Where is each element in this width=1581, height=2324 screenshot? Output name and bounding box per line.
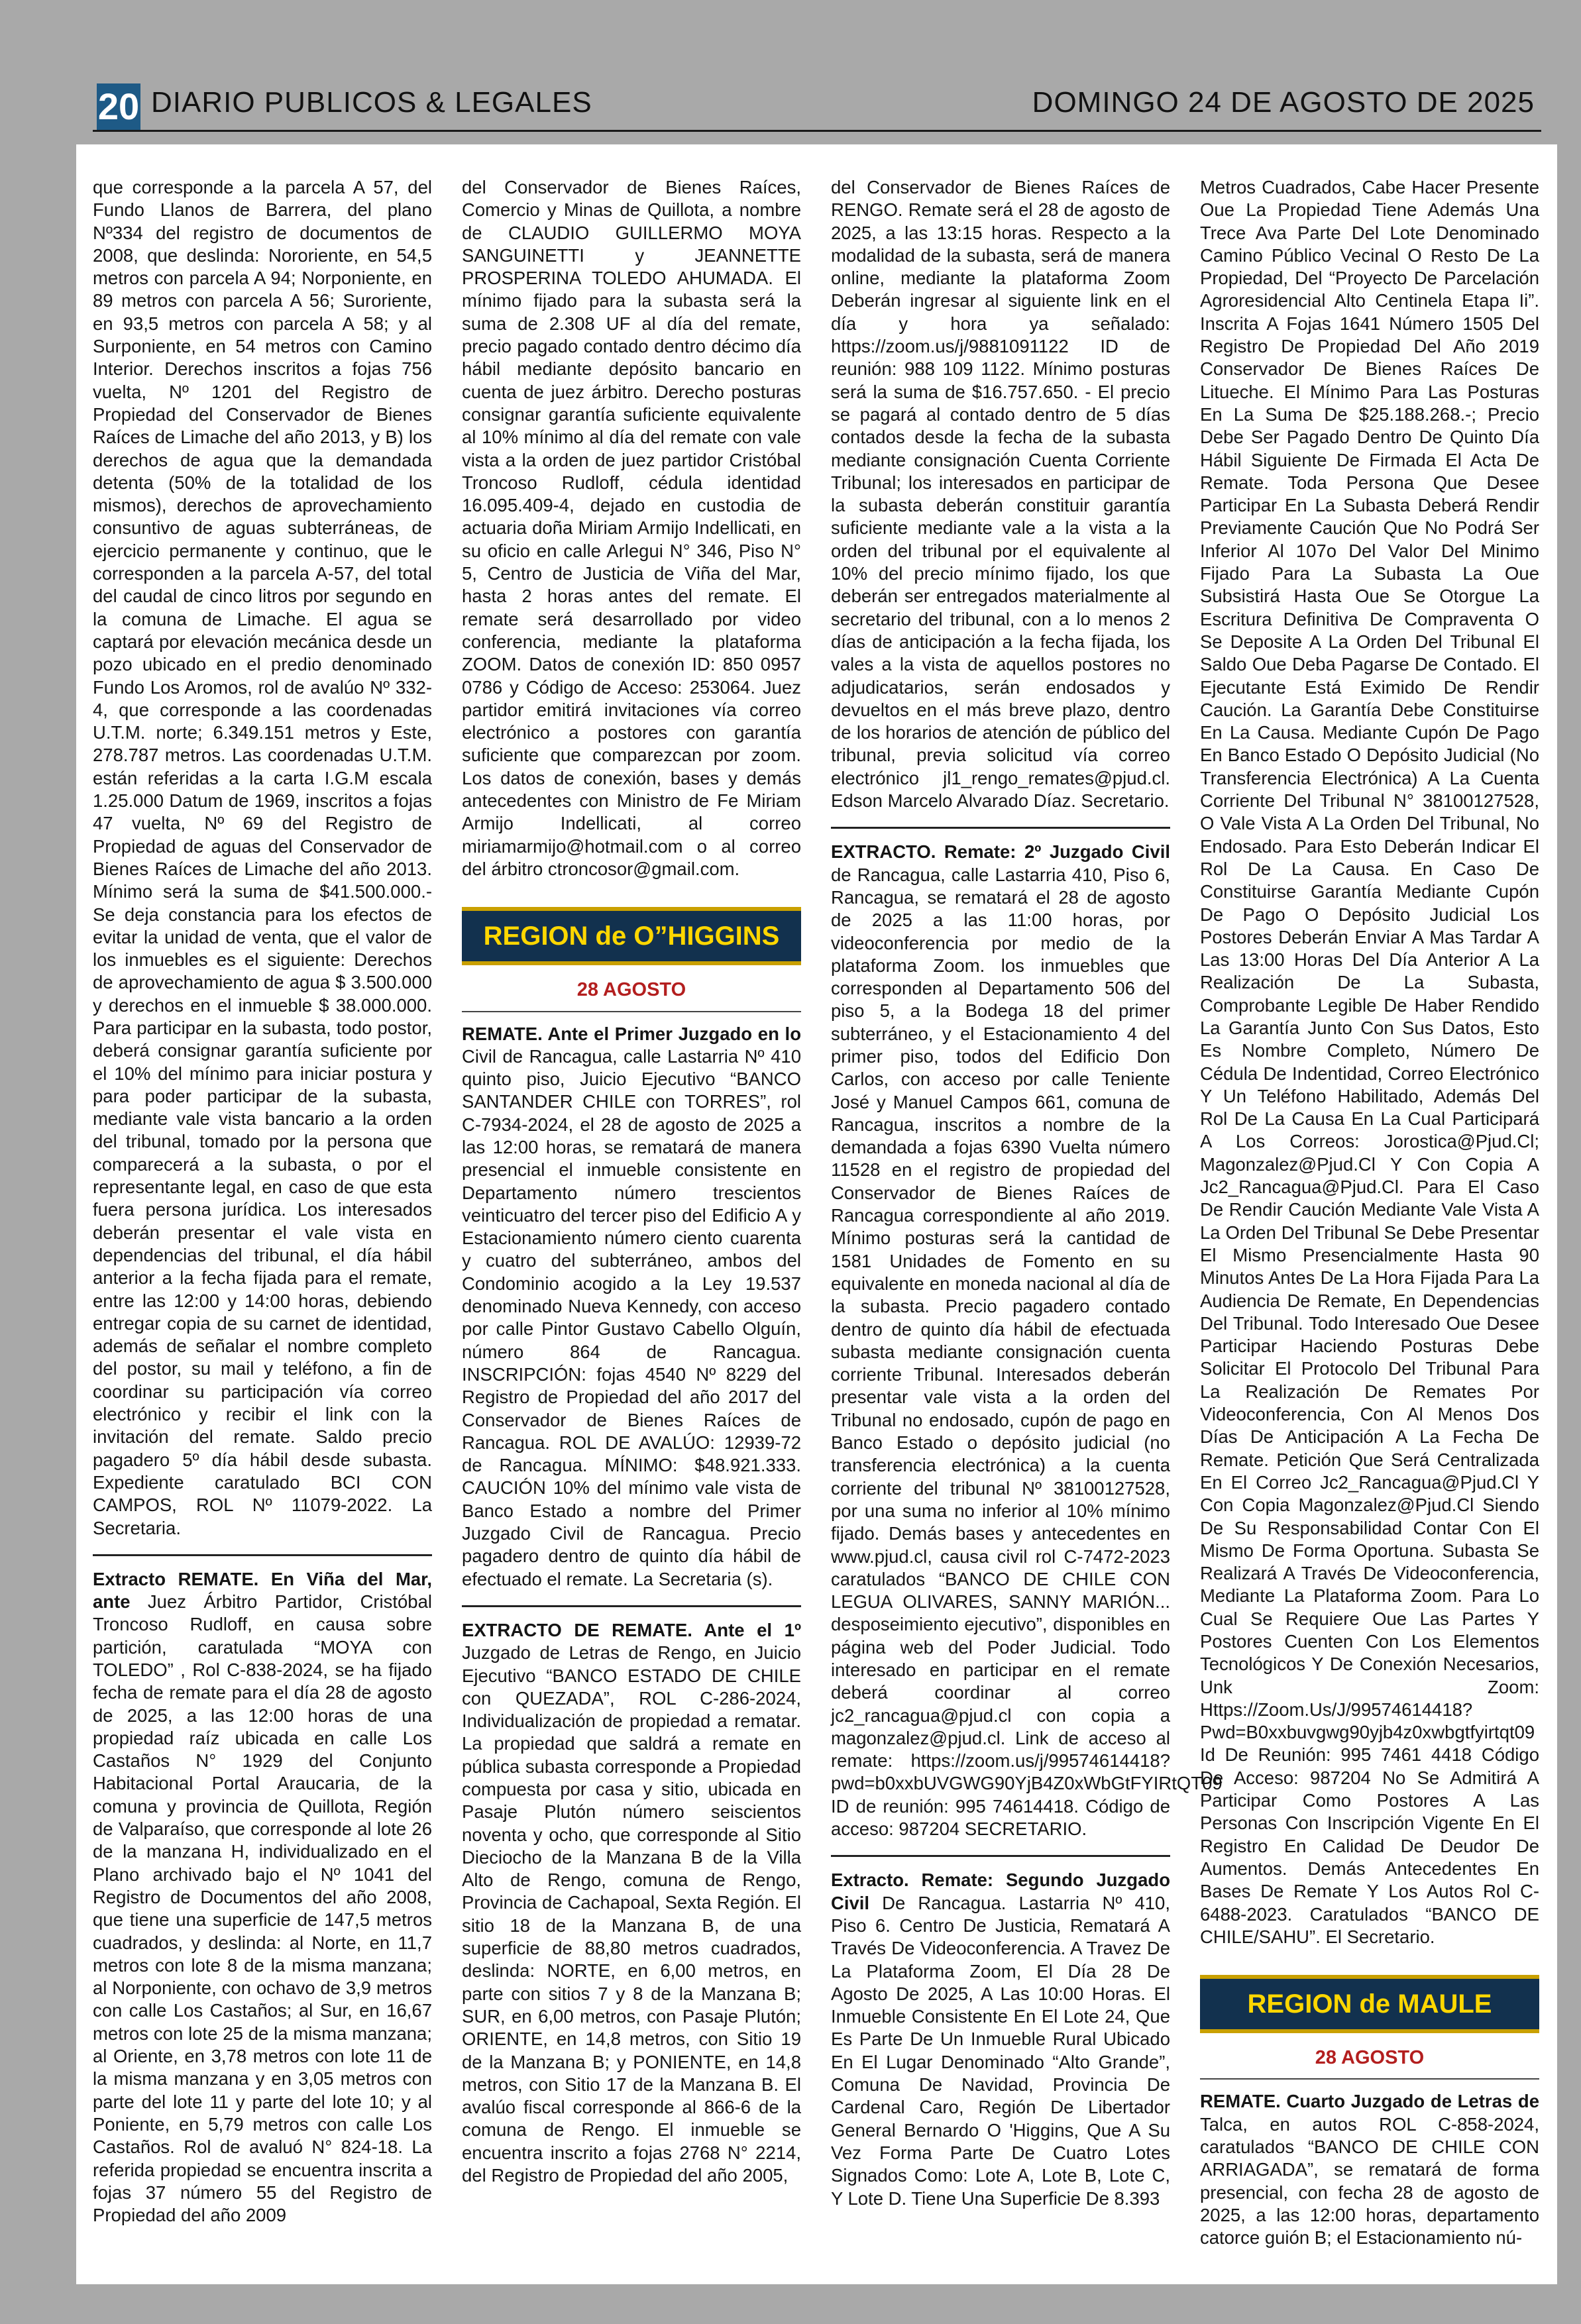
- notice-separator: [93, 1554, 432, 1556]
- region-banner-maule: REGION de MAULE: [1200, 1975, 1539, 2033]
- date-rule: [462, 1011, 801, 1012]
- section-date: 28 AGOSTO: [1315, 2047, 1425, 2069]
- notice: [831, 1869, 1170, 2209]
- region-banner-ohiggins: REGION de O”HIGGINS: [462, 907, 801, 965]
- page-header: [0, 0, 1581, 144]
- notice: [462, 1023, 801, 1591]
- publication-date: DOMINGO 24 DE AGOSTO DE 2025: [1032, 86, 1535, 119]
- notice-text: De Rancagua. Lastarria Nº 410, Piso 6. Centro De Justicia, Rematará A Través De Videoconferencia. A Travez De La Plataforma Zoom, El Día 28 De Agosto De 2025, A Las 10:00 Horas. El Inmueble Consistente En El Lote 24, Que Es Parte De Un Inmueble Rural Ubicado En El Lugar Denominado “Alto Grande”, Comuna De Navidad, Provincia De Cardenal Caro, Región De Libertador General Bernardo O 'Higgins, Que A Su Vez Forma Parte De Cuatro Lotes Signados Como: Lote A, Lote B, Lote C, Y Lote D. Tiene Una Superficie De 8.393: [831, 1892, 1170, 2209]
- page-number: 20: [97, 83, 140, 130]
- notice-separator: [831, 1855, 1170, 1857]
- notice-text: del Conservador de Bienes Raíces, Comercio y Minas de Quillota, a nombre de CLAUDIO GUILLERMO MOYA SANGUINETTI y JEANNETTE PROSPERINA TOLEDO AHUMADA. El mínimo fijado para la subasta será la suma de 2.308 UF al día del remate, precio pagado contado dentro décimo día hábil mediante depósito bancario en cuenta de juez árbitro. Derecho posturas consignar garantía suficiente equivalente al 10% mínimo al día del remate con vale vista a la orden de juez partidor Cristóbal Troncoso Rudloff, cédula identidad 16.095.409-4, dejado en custodia de actuaria doña Miriam Armijo Indellicati, en su oficio en calle Arlegui N° 346, Piso N° 5, Centro de Justicia de Viña del Mar, hasta 2 horas antes del remate. El remate será desarrollado por video conferencia, mediante la plataforma ZOOM. Datos de conexión ID: 850 0957 0786 y Código de Acceso: 253064. Juez partidor emitirá invitaciones vía correo electrónico a postores con garantía suficiente que comparezcan por zoom. Los datos de conexión, bases y demás antecedentes con Ministro de Fe Miriam Armijo Indellicati, al correo miriamarmijo@hotmail.com o al correo del árbitro ctroncosor@gmail.com.: [462, 177, 801, 879]
- notice-text: Metros Cuadrados, Cabe Hacer Presente Oue La Propiedad Tiene Además Una Trece Ava Parte Del Lote Denominado Camino Público Vecinal O Resto De La Propiedad, Del “Proyecto De Parcelación Agroresidencial Alto Centinela Etapa Ii”. Inscrita A Fojas 1641 Número 1505 Del Registro De Propiedad Del Año 2019 Conservador De Bienes Raíces De Litueche. El Mínimo Para Las Posturas En La Suma De $25.188.268.-; Precio Debe Ser Pagado Dentro De Quinto Día Hábil Siguiente De Firmada El Acta De Remate. Toda Persona Que Desee Participar En La Subasta Deberá Rendir Previamente Caución Que No Podrá Ser Inferior Al 107o Del Valor Del Minimo Fijado Para La Subasta La Oue Subsistirá Hasta Oue Se Otorgue La Escritura Definitiva De Compraventa O Se Deposite A La Orden Del Tribunal El Saldo Oue Deba Pagarse De Contado. El Ejecutante Está Eximido De Rendir Caución. La Garantía Debe Constituirse En La Causa. Mediante Cupón De Pago En Banco Estado O Depósito Judicial (No Transferencia Electrónica) A La Cuenta Corriente Del Tribunal N° 38100127528, O Vale Vista A La Orden Del Tribunal, No Endosado. Para Esto Deberán Indicar El Rol De La Causa. En Caso De Constituirse Garantía Mediante Cupón De Pago O Depósito Judicial Los Postores Deberán Enviar A Mas Tardar A Las 13:00 Horas Del Día Anterior A La Realización De La Subasta, Comprobante Legible De Haber Rendido La Garantía Junto Con Sus Datos, Esto Es Nombre Completo, Número De Cédula De Indentidad, Correo Electrónico Y Un Teléfono Habilitado, Además Del Rol De La Causa En La Cual Participará A Los Correos: Jorostica@Pjud.Cl; Magonzalez@Pjud.Cl Y Con Copia A Jc2_Rancagua@Pjud.Cl. Para El Caso De Rendir Caución Mediante Vale Vista A La Orden Del Tribunal Se Debe Presentar El Mismo Presencialmente Hasta 90 Minutos Antes De La Hora Fijada Para La Audiencia De Remate, En Dependencias Del Tribunal. Todo Interesado Oue Desee Participar Haciendo Posturas Debe Solicitar El Protocolo Del Tribunal Para La Realización De Remates Por Videoconferencia, Con Al Menos Dos Días De Anticipación A La Fecha De Remate. Petición Que Será Centralizada En El Correo Jc2_Rancagua@Pjud.Cl Y Con Copia Magonzalez@Pjud.Cl Siendo De Su Responsabilidad Contar Con El Mismo De Forma Oportuna. Subasta Se Realizará A Través De Videoconferencia, Mediante La Plataforma Zoom. Para Lo Cual Se Requiere Oue Las Partes Y Postores Cuenten Con Los Elementos Tecnológicos Y De Conexión Necesarios, Unk Zoom: Https://Zoom.Us/J/99574614418?Pwd=B0xxbuvgwg90yjb4z0xwbgtfyirtqt09 Id De Reunión: 995 7461 4418 Código De Acceso: 987204 No Se Admitirá A Participar Como Postores A Las Personas Con Inscripción Vigente En El Registro En Calidad De Deudor De Aumentos. Demás Antecedentes En Bases De Remate Y Los Autos Rol C-6488-2023. Caratulados “BANCO DE CHILE/SAHU”. El Secretario.: [1200, 177, 1539, 1947]
- notice-heading: Extracto. Remate: Segundo Juzgado Civil: [831, 1870, 1170, 1913]
- notice-separator: [831, 827, 1170, 829]
- date-rule: [1200, 2078, 1539, 2080]
- notice-text: Juzgado de Letras de Rengo, en Juicio Ejecutivo “BANCO ESTADO DE CHILE con QUEZADA”, ROL C-286-2024, Individualización de propiedad a rematar. La propiedad que saldrá a remate en pública subasta corresponde a Propiedad compuesta por casa y sitio, ubicada en Pasaje Plutón número seiscientos noventa y ocho, que corresponde al Sitio Dieciocho de la Manzana B de la Villa Alto de Rengo, comuna de Rengo, Provincia de Cachapoal, Sexta Región. El sitio 18 de la Manzana B, de una superficie de 88,80 metros cuadrados, deslinda: NORTE, en 6,00 metros, en parte con sitios 7 y 8 de la Manzana B; SUR, en 6,00 metros, con Pasaje Plutón; ORIENTE, en 14,8 metros, con Sitio 19 de la Manzana B; y PONIENTE, en 14,8 metros, con Sitio 17 de la Manzana B. El avalúo fiscal corresponde al 866-6 de la comuna de Rengo. El inmueble se encuentra inscrito a fojas 2768 N° 2214, del Registro de Propiedad del año 2005,: [462, 1642, 801, 2186]
- notice: [93, 1568, 432, 2227]
- notice-text: Civil de Rancagua, calle Lastarria Nº 410 quinto piso, Juicio Ejecutivo “BANCO SANTANDER CHILE con TORRES”, rol C-7934-2024, el 28 de agosto de 2025 a las 12:00 horas, se rematará de manera presencial el inmueble consistente en Departamento número trescientos veinticuatro del tercer piso del Edificio A y Estacionamiento número ciento cuarenta y cuatro del subterráneo, ambos del Condominio acogido a la Ley 19.537 denominado Nueva Kennedy, con acceso por calle Pintor Gustavo Cabello Olguín, número 864 de Rancagua. INSCRIPCIÓN: fojas 4540 Nº 8229 del Registro de Propiedad del año 2017 del Conservador de Bienes Raíces de Rancagua. ROL DE AVALÚO: 12939-72 de Rancagua. MÍNIMO: $48.921.333. CAUCIÓN 10% del mínimo vale vista de Banco Estado a nombre del Primer Juzgado Civil de Rancagua. Precio pagadero dentro de quinto día hábil de efectuado el remate. La Secretaria (s).: [462, 1045, 801, 1589]
- notice-text: Juez Árbitro Partidor, Cristóbal Troncoso Rudloff, en causa sobre partición, caratulada “MOYA con TOLEDO” , Rol C-838-2024, se ha fijado fecha de remate para el día 28 de agosto de 2025, a las 12:00 horas de una propiedad raíz ubicada en calle Los Castaños N° 1929 del Conjunto Habitacional Portal Araucaria, de la comuna y provincia de Quillota, Región de Valparaíso, que corresponde al lote 26 de la manzana H, individualizado en el Plano archivado bajo el Nº 1041 del Registro de Documentos del año 2008, que tiene una superficie de 147,5 metros cuadrados, y deslinda: al Norte, en 11,7 metros con lote 8 de la misma manzana; al Norponiente, con ochavo de 3,9 metros con calle Los Castaños; al Sur, en 16,67 metros con lote 25 de la misma manzana; al Oriente, en 3,78 metros con lote 11 de la misma manzana y en 3,05 metros con parte del lote 11 y parte del lote 10; y al Poniente, en 5,79 metros con calle Los Castaños. Rol de avaluó N° 824-18. La referida propiedad se encuentra inscrita a fojas 37 número 55 del Registro de Propiedad del año 2009: [93, 1591, 432, 2226]
- column-1: [93, 176, 432, 2243]
- section-date: 28 AGOSTO: [576, 979, 686, 1001]
- notice-separator: [462, 1605, 801, 1607]
- header-rule: [93, 130, 1541, 132]
- notice-heading: REMATE. Cuarto Juzgado de Letras de: [1200, 2091, 1539, 2112]
- publication-title: DIARIO PUBLICOS & LEGALES: [151, 86, 592, 119]
- notice: [831, 841, 1223, 1840]
- notice: [462, 1619, 801, 2187]
- notice-heading: Extracto REMATE. En Viña del Mar, ante: [93, 1568, 432, 1612]
- column-4: [1200, 176, 1539, 2248]
- page-body: [76, 144, 1557, 2284]
- notice-heading: EXTRACTO. Remate: 2º Juzgado Civil: [831, 841, 1170, 863]
- notice-text: de Rancagua, calle Lastarria 410, Piso 6, Rancagua, se rematará el 28 de agosto de 2025 a las 11:00 horas, por videoconferencia por medio de la plataforma Zoom. los inmuebles que corresponden al Departamento 506 del piso 5, a la Bodega 18 del primer subterráneo, y el Estacionamiento 4 del primer piso, todos del Edificio Don Carlos, con acceso por calle Teniente José y Manuel Campos 661, comuna de Rancagua, inscritos a nombre de la demandada a fojas 6390 Vuelta número 11528 en el registro de propiedad del Conservador de Bienes Raíces de Rancagua correspondiente al año 2019. Mínimo posturas será la cantidad de 1581 Unidades de Fomento en su equivalente en moneda nacional al día de la subasta. Precio pagadero contado dentro de quinto día hábil de efectuada subasta mediante consignación cuenta corriente Tribunal. Interesados deberán presentar vale vista a la orden del Tribunal no endosado, cupón de pago en Banco Estado o depósito judicial (no transferencia electrónica) a la cuenta corriente del tribunal Nº 38100127528, por una suma no inferior al 10% mínimo fijado. Demás bases y antecedentes en www.pjud.cl, causa civil rol C-7472-2023 caratulados “BANCO DE CHILE CON LEGUA OLIVARES, SANNY MARIÓN... desposeimiento ejecutivo”, disponibles en página web del Poder Judicial. Todo interesado en participar en el remate deberá coordinar al correo jc2_rancagua@pjud.cl con copia a magonzalez@pjud.cl. Link de acceso al remate: https://zoom.us/j/99574614418?pwd=b0xxbUVGWG90YjB4Z0xWbGtFYIRtQT09 ID de reunión: 995 74614418. Código de acceso: 987204 SECRETARIO.: [831, 864, 1223, 1840]
- notice-text: del Conservador de Bienes Raíces de RENGO. Remate será el 28 de agosto de 2025, a las 13:15 horas. Respecto a la modalidad de la subasta, será de manera online, mediante la plataforma Zoom Deberán ingresar al siguiente link en el día y hora ya señalado: https://zoom.us/j/9881091122 ID de reunión: 988 109 1122. Mínimo posturas será la suma de $16.757.650. - El precio se pagará al contado dentro de 5 días contados desde la fecha de la subasta mediante consignación Cuenta Corriente Tribunal; los interesados en participar de la subasta deberán constituir garantía suficiente mediante vale a la vista a la orden del tribunal por el equivalente al 10% del precio mínimo fijado, los que deberán ser entregados materialmente al secretario del tribunal, con a lo menos 2 días de anticipación a la fecha fijada, los vales a la vista de aquellos postores no adjudicatarios, serán endosados y devueltos en el más breve plazo, dentro de los horarios de atención de público del tribunal, previa solicitud vía correo electrónico jl1_rengo_remates@pjud.cl. Edson Marcelo Alvarado Díaz. Secretario.: [831, 177, 1170, 812]
- notice-text: que corresponde a la parcela A 57, del Fundo Llanos de Barrera, del plano Nº334 del registro de documentos de 2008, que deslinda: Nororiente, en 54,5 metros con parcela A 94; Norponiente, en 89 metros con parcela A 56; Suroriente, en 93,5 metros con parcela A 58; y al Surponiente, en 54 metros con Camino Interior. Derechos inscritos a fojas 756 vuelta, Nº 1201 del Registro de Propiedad del Conservador de Bienes Raíces de Limache del año 2013, y B) los derechos de agua que la demandada detenta (50% de la totalidad de los mismos), derechos de aprovechamiento consuntivo de aguas subterráneas, de ejercicio permanente y continuo, que le corresponden a la parcela A-57, del total del caudal de cinco litros por segundo en la comuna de Limache. El agua se captará por elevación mecánica desde un pozo ubicado en el predio denominado Fundo Los Aromos, rol de avalúo Nº 332-4, que corresponde a las coordenadas U.T.M. norte; 6.349.151 metros y Este, 278.787 metros. Las coordenadas U.T.M. están referidas a la carta I.G.M escala 1.25.000 Datum de 1969, inscritos a fojas 47 vuelta, Nº 69 del Registro de Propiedad de aguas del Conservador de Bienes Raíces de Limache del año 2013. Mínimo será la suma de $41.500.000.- Se deja constancia para los efectos de evitar la unidad de venta, que el valor de los inmuebles es el siguiente: Derechos de aprovechamiento de agua $ 3.500.000 y derechos en el inmueble $ 38.000.000. Para participar en la subasta, todo postor, deberá consignar garantía suficiente por el 10% del mínimo para iniciar postura y para poder participar de la subasta, mediante vale vista bancario a la orden del tribunal, tomado por la persona que comparecerá a la subasta, o por el representante legal, en caso de que esta fuera persona jurídica. Los interesados deberán presentar el vale vista en dependencias del tribunal, el día hábil anterior a la fecha fijada para el remate, entre las 12:00 y 14:00 horas, debiendo entregar copia de su carnet de identidad, además de señalar el nombre completo del postor, su mail y teléfono, a fin de coordinar su participación vía correo electrónico y recibir el link con la invitación del remate. Saldo precio pagadero 5º día hábil desde subasta. Expediente caratulado BCI CON CAMPOS, ROL Nº 11079-2022. La Secretaria.: [93, 177, 432, 1538]
- column-2: [462, 176, 801, 2243]
- column-3: [831, 176, 1223, 2243]
- notice-heading: EXTRACTO DE REMATE. Ante el 1º: [462, 1619, 801, 1640]
- notice-text: Talca, en autos ROL C-858-2024, caratulados “BANCO DE CHILE CON ARRIAGADA”, se rematará de forma presencial, con fecha 28 de agosto de 2025, a las 12:00 horas, departamento catorce guión B; el Estacionamiento nú-: [1200, 2113, 1539, 2248]
- notice-heading: REMATE. Ante el Primer Juzgado en lo: [462, 1023, 801, 1044]
- notice: [1200, 2090, 1539, 2249]
